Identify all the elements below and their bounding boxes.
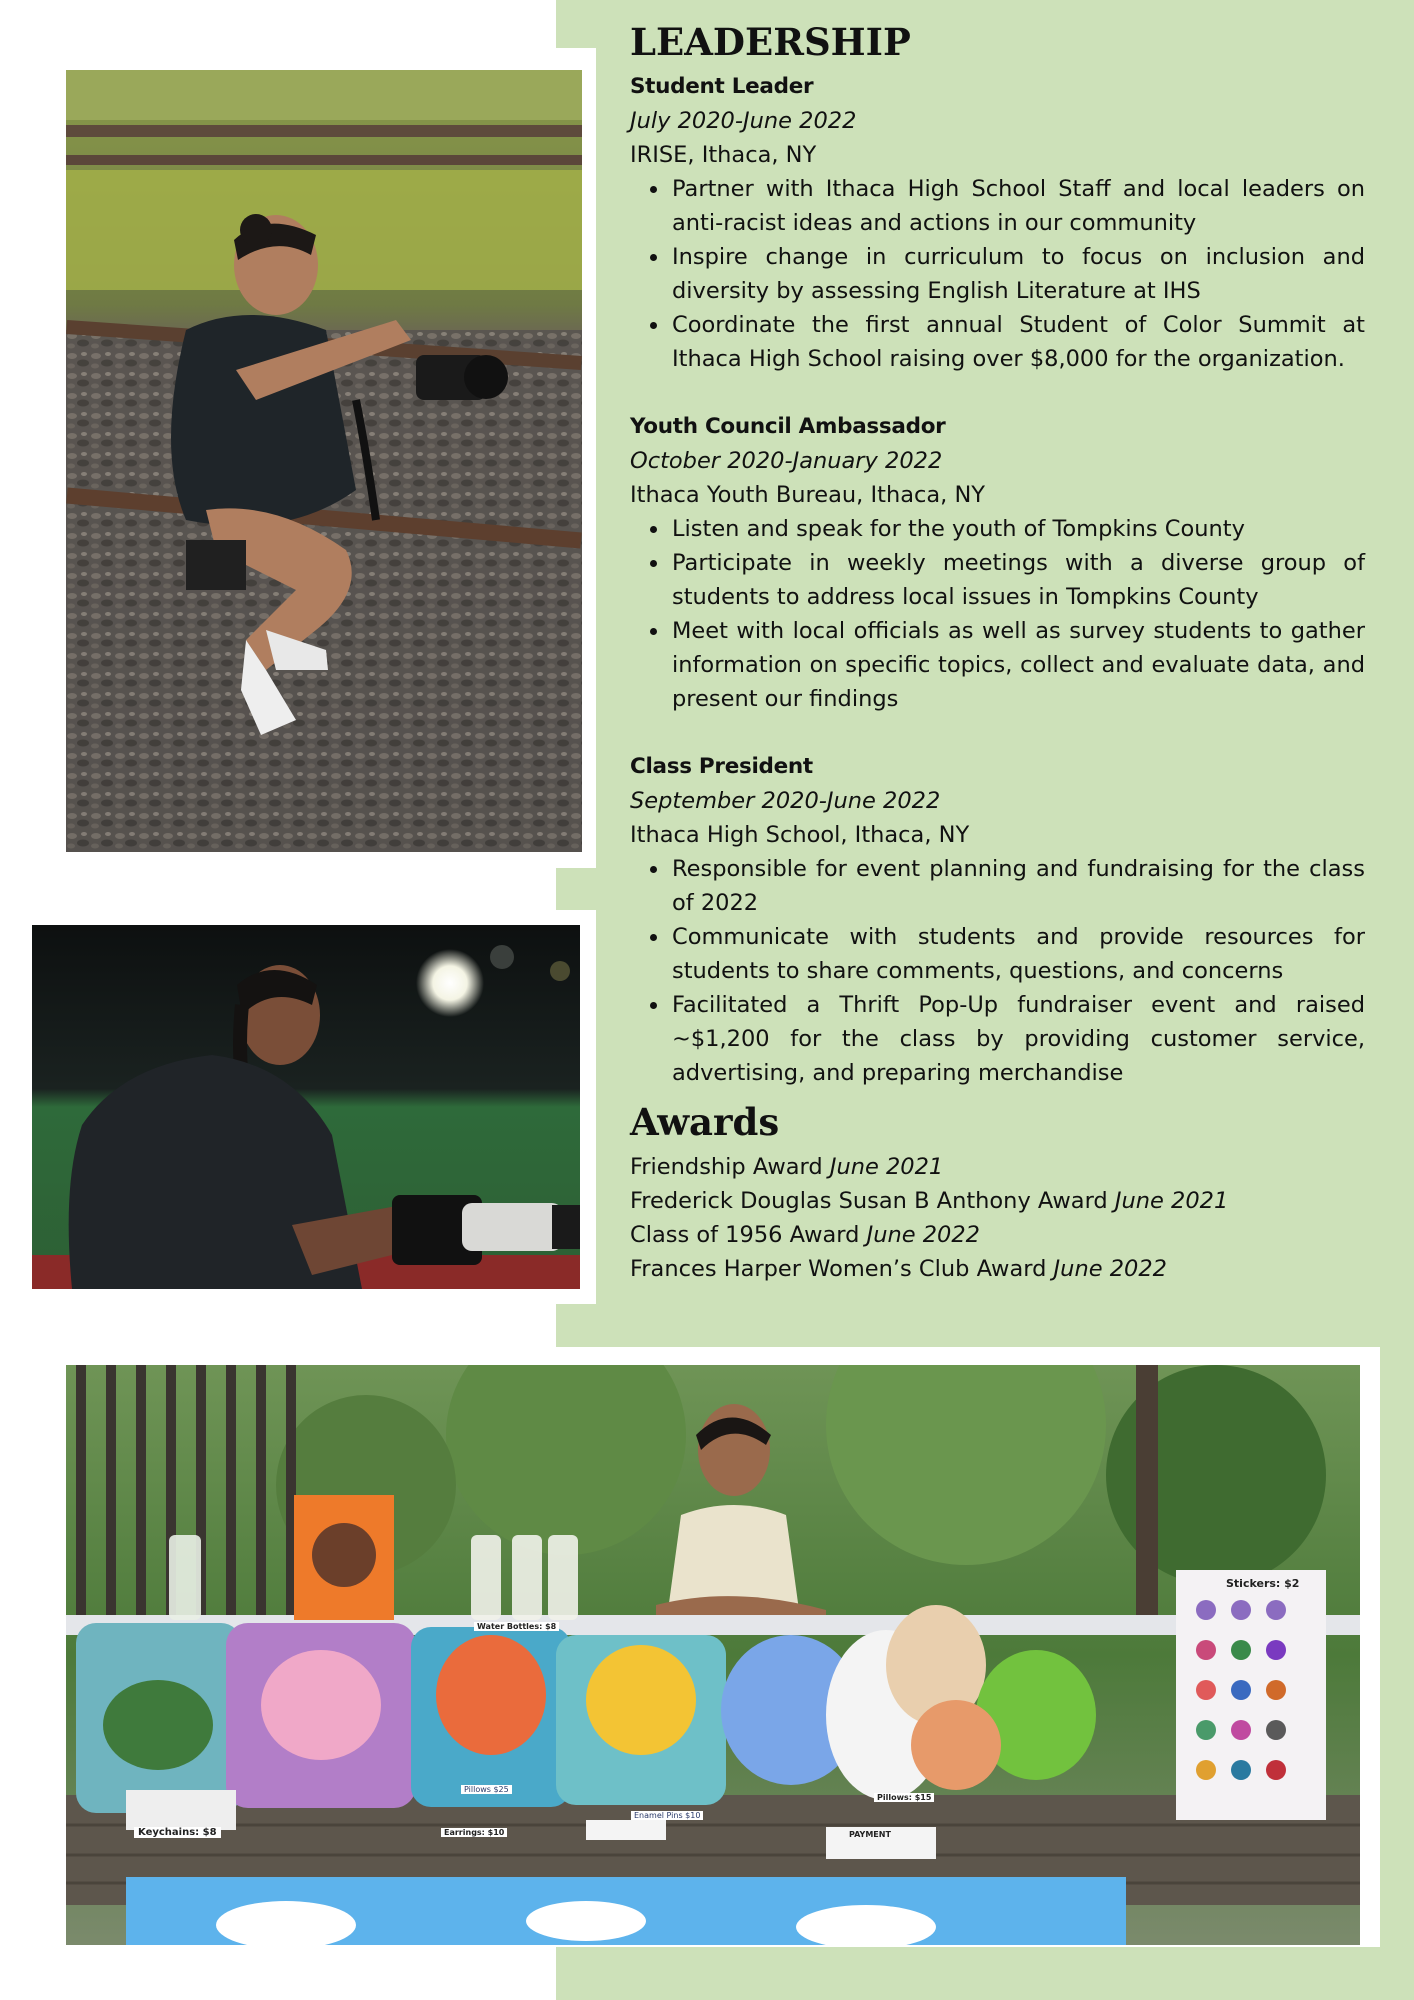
award-date: June 2022 [866, 1222, 980, 1248]
award-item [630, 1184, 1365, 1218]
award-name: Class of 1956 Award [630, 1222, 860, 1248]
sign-pillows-15: Pillows: $15 [874, 1793, 934, 1802]
sign-stickers: Stickers: $2 [1226, 1577, 1300, 1590]
bullet-item: • Communicate with students and provide resources for students to share comments, questions, and concerns [670, 920, 1365, 988]
role-title: Class President [630, 754, 813, 779]
bullet-item: • Responsible for event planning and fundraising for the class of 2022 [670, 852, 1365, 920]
resume-content [630, 18, 1365, 1286]
leadership-heading: LEADERSHIP [630, 20, 911, 64]
award-name: Friendship Award [630, 1154, 823, 1180]
award-date: June 2022 [1053, 1256, 1167, 1282]
sign-payment: PAYMENT [849, 1830, 891, 1839]
bullet-item: • Listen and speak for the youth of Tompkins County [670, 512, 1365, 546]
award-name: Frances Harper Women’s Club Award [630, 1256, 1047, 1282]
role-bullets [630, 852, 1365, 1090]
role-youth-council-ambassador [630, 410, 1365, 716]
role-dates: October 2020-January 2022 [630, 448, 943, 474]
role-organization: IRISE, Ithaca, NY [630, 142, 817, 168]
role-dates: September 2020-June 2022 [630, 788, 941, 814]
bullet-item: • Meet with local officials as well as survey students to gather information on specific topics, collect and evaluate data, and present our findings [670, 614, 1365, 716]
award-date: June 2021 [829, 1154, 944, 1180]
role-bullets [630, 512, 1365, 716]
role-organization: Ithaca Youth Bureau, Ithaca, NY [630, 482, 986, 508]
photo-art-booth [66, 1365, 1360, 1945]
role-title: Youth Council Ambassador [630, 414, 946, 439]
role-bullets [630, 172, 1365, 376]
bullet-item: • Partner with Ithaca High School Staff and local leaders on anti-racist ideas and actions in our community [670, 172, 1365, 240]
bullet-item: • Facilitated a Thrift Pop-Up fundraiser event and raised ~$1,200 for the class by providing customer service, advertising, and preparing merchandise [670, 988, 1365, 1090]
awards-heading: Awards [630, 1100, 780, 1144]
bullet-item: • Participate in weekly meetings with a diverse group of students to address local issues in Tompkins County [670, 546, 1365, 614]
sign-earrings: Earrings: $10 [441, 1828, 507, 1837]
bullet-item: • Coordinate the first annual Student of Color Summit at Ithaca High School raising over $8,000 for the organization. [670, 308, 1365, 376]
sign-keychains: Keychains: $8 [134, 1827, 221, 1838]
bullet-item: • Inspire change in curriculum to focus on inclusion and diversity by assessing English Literature at IHS [670, 240, 1365, 308]
sign-pillows-25: Pillows $25 [461, 1785, 512, 1794]
role-organization: Ithaca High School, Ithaca, NY [630, 822, 970, 848]
award-name: Frederick Douglas Susan B Anthony Award [630, 1188, 1108, 1214]
awards-list [630, 1150, 1365, 1286]
sign-water-bottles: Water Bottles: $8 [474, 1622, 559, 1631]
photo-night-field-photographer [32, 925, 580, 1289]
role-class-president [630, 750, 1365, 1090]
award-item [630, 1252, 1365, 1286]
photo-crouching-photographer [66, 70, 582, 852]
award-date: June 2021 [1114, 1188, 1229, 1214]
role-student-leader [630, 70, 1365, 376]
award-item [630, 1150, 1365, 1184]
sign-enamel-pins: Enamel Pins $10 [631, 1811, 703, 1820]
award-item [630, 1218, 1365, 1252]
role-title: Student Leader [630, 74, 814, 99]
role-dates: July 2020-June 2022 [630, 108, 857, 134]
